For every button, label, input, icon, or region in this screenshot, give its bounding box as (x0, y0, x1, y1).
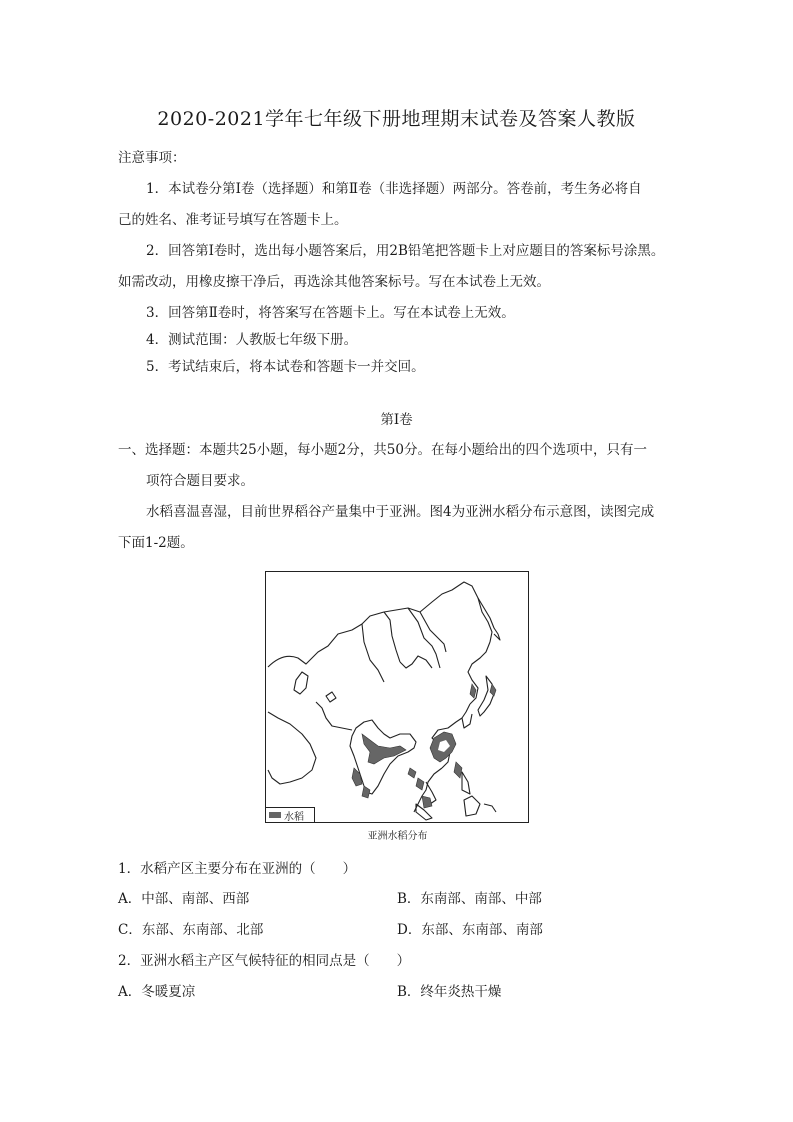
legend-label: 水稻 (284, 811, 304, 823)
notice-item-3: 3．回答第Ⅱ卷时，将答案写在答题卡上。写在本试卷上无效。 (146, 305, 515, 321)
notice-item-1-line1: 1．本试卷分第Ⅰ卷（选择题）和第Ⅱ卷（非选择题）两部分。答卷前，考生务必将自 (146, 181, 642, 197)
question-1-option-b: B．东南部、南部、中部 (397, 891, 542, 907)
legend-swatch-rice (269, 812, 281, 818)
question-stem-line2: 下面1-2题。 (118, 535, 194, 551)
part1-instructions-line2: 项符合题目要求。 (146, 473, 254, 489)
question-1-option-c: C．东部、东南部、北部 (118, 922, 264, 938)
notice-item-2-line1: 2．回答第Ⅰ卷时，选出每小题答案后，用2B铅笔把答题卡上对应题目的答案标号涂黑。 (146, 243, 665, 259)
question-2-stem: 2．亚洲水稻主产区气候特征的相同点是（ ） (118, 953, 411, 969)
notice-item-4: 4．测试范围：人教版七年级下册。 (146, 332, 358, 348)
notice-item-5: 5．考试结束后，将本试卷和答题卡一并交回。 (146, 359, 425, 375)
notice-item-1-line2: 己的姓名、准考证号填写在答题卡上。 (118, 212, 348, 228)
figure-caption: 亚洲水稻分布 (367, 831, 428, 842)
map-legend (266, 807, 315, 822)
question-2-option-b: B．终年炎热干燥 (397, 984, 502, 1000)
asia-rice-map (265, 571, 529, 823)
question-stem-line1: 水稻喜温喜湿，目前世界稻谷产量集中于亚洲。图4为亚洲水稻分布示意图，读图完成 (146, 504, 655, 520)
asia-outline-map-graphic (266, 572, 528, 822)
question-1-stem: 1．水稻产区主要分布在亚洲的（ ） (118, 861, 357, 877)
part1-instructions-line1: 一、选择题：本题共25小题，每小题2分，共50分。在每小题给出的四个选项中，只有一 (118, 442, 647, 458)
question-1-option-a: A．中部、南部、西部 (118, 891, 250, 907)
question-2-option-a: A．冬暖夏凉 (118, 984, 196, 1000)
question-1-option-d: D．东部、东南部、南部 (397, 922, 543, 938)
notice-heading: 注意事项： (118, 150, 186, 166)
section-title: 第Ⅰ卷 (380, 412, 413, 428)
document-title: 2020-2021学年七年级下册地理期末试卷及答案人教版 (157, 108, 636, 130)
notice-item-2-line2: 如需改动，用橡皮擦干净后，再选涂其他答案标号。写在本试卷上无效。 (118, 274, 550, 290)
